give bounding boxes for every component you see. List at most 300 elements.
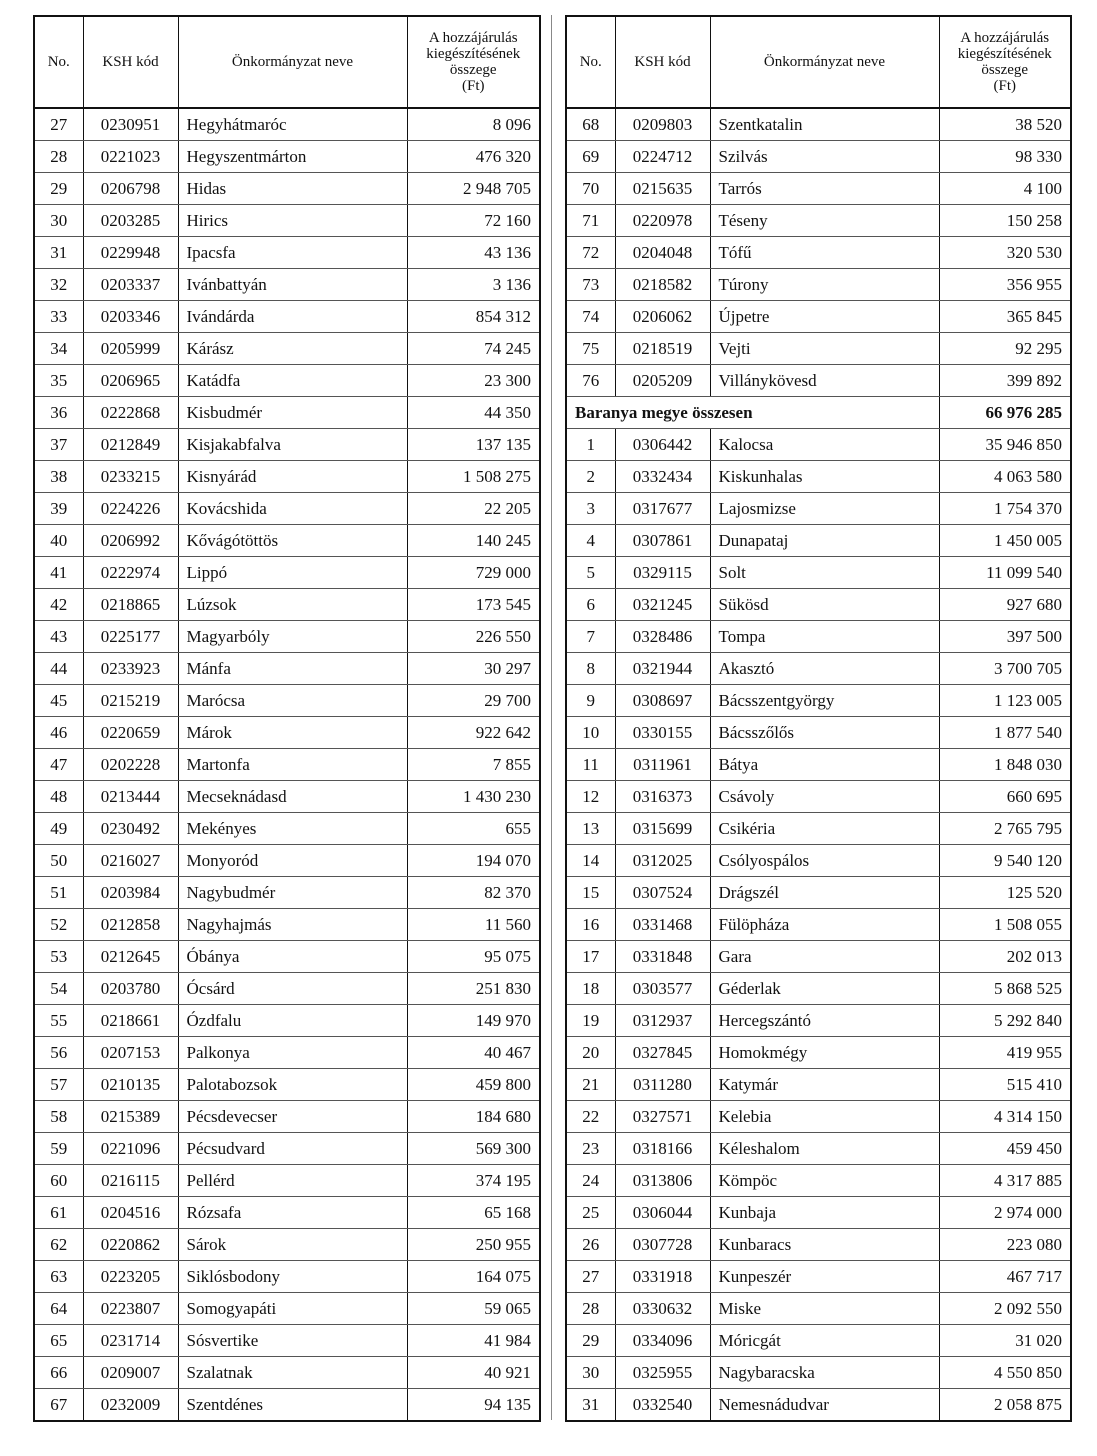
row-number: 19 — [566, 1005, 615, 1037]
amount: 7 855 — [407, 749, 540, 781]
ksh-code: 0312025 — [615, 845, 710, 877]
municipality-name: Hidas — [178, 173, 407, 205]
municipality-name: Kunbaracs — [710, 1229, 939, 1261]
row-number: 22 — [566, 1101, 615, 1133]
ksh-code: 0206798 — [83, 173, 178, 205]
ksh-code: 0334096 — [615, 1325, 710, 1357]
ksh-code: 0220978 — [615, 205, 710, 237]
ksh-code: 0231714 — [83, 1325, 178, 1357]
ksh-code: 0225177 — [83, 621, 178, 653]
municipality-name: Újpetre — [710, 301, 939, 333]
municipality-name: Vejti — [710, 333, 939, 365]
ksh-code: 0222868 — [83, 397, 178, 429]
municipality-name: Kömpöc — [710, 1165, 939, 1197]
municipality-name: Bácsszőlős — [710, 717, 939, 749]
ksh-code: 0313806 — [615, 1165, 710, 1197]
ksh-code: 0332434 — [615, 461, 710, 493]
amount: 922 642 — [407, 717, 540, 749]
table-row — [566, 365, 1071, 397]
row-number: 20 — [566, 1037, 615, 1069]
amount: 29 700 — [407, 685, 540, 717]
ksh-code: 0203780 — [83, 973, 178, 1005]
municipality-name: Kelebia — [710, 1101, 939, 1133]
amount: 374 195 — [407, 1165, 540, 1197]
row-number: 74 — [566, 301, 615, 333]
row-number: 7 — [566, 621, 615, 653]
ksh-code: 0215635 — [615, 173, 710, 205]
ksh-code: 0212645 — [83, 941, 178, 973]
table-row — [566, 877, 1071, 909]
row-number: 3 — [566, 493, 615, 525]
row-number: 9 — [566, 685, 615, 717]
ksh-code: 0223807 — [83, 1293, 178, 1325]
ksh-code: 0331468 — [615, 909, 710, 941]
municipality-name: Túrony — [710, 269, 939, 301]
ksh-code: 0215219 — [83, 685, 178, 717]
amount: 43 136 — [407, 237, 540, 269]
amount: 194 070 — [407, 845, 540, 877]
municipality-name: Fülöpháza — [710, 909, 939, 941]
amount: 41 984 — [407, 1325, 540, 1357]
amount: 5 868 525 — [939, 973, 1071, 1005]
municipality-name: Pellérd — [178, 1165, 407, 1197]
table-row — [566, 845, 1071, 877]
col-header-ksh: KSH kód — [83, 16, 178, 108]
row-number: 65 — [34, 1325, 83, 1357]
amount: 226 550 — [407, 621, 540, 653]
amount: 9 540 120 — [939, 845, 1071, 877]
table-row — [566, 941, 1071, 973]
municipality-name: Tarrós — [710, 173, 939, 205]
ksh-code: 0311961 — [615, 749, 710, 781]
amount: 31 020 — [939, 1325, 1071, 1357]
table-row — [566, 461, 1071, 493]
ksh-code: 0203346 — [83, 301, 178, 333]
ksh-code: 0230492 — [83, 813, 178, 845]
table-row — [566, 813, 1071, 845]
row-number: 45 — [34, 685, 83, 717]
municipality-name: Téseny — [710, 205, 939, 237]
amount: 1 430 230 — [407, 781, 540, 813]
row-number: 54 — [34, 973, 83, 1005]
table-row — [34, 781, 540, 813]
ksh-code: 0331918 — [615, 1261, 710, 1293]
ksh-code: 0204516 — [83, 1197, 178, 1229]
county-total — [566, 397, 1071, 429]
row-number: 48 — [34, 781, 83, 813]
municipality-name: Kalocsa — [710, 429, 939, 461]
table-row — [566, 1069, 1071, 1101]
table-row — [566, 1037, 1071, 1069]
ksh-code: 0210135 — [83, 1069, 178, 1101]
table-row — [34, 205, 540, 237]
table-row — [34, 1037, 540, 1069]
ksh-code: 0212849 — [83, 429, 178, 461]
amount: 2 948 705 — [407, 173, 540, 205]
municipality-name: Hirics — [178, 205, 407, 237]
amount: 251 830 — [407, 973, 540, 1005]
amount: 1 754 370 — [939, 493, 1071, 525]
amount: 11 099 540 — [939, 557, 1071, 589]
amount: 1 508 275 — [407, 461, 540, 493]
row-number: 10 — [566, 717, 615, 749]
municipality-name: Tófű — [710, 237, 939, 269]
municipality-name: Bácsszentgyörgy — [710, 685, 939, 717]
municipality-name: Csávoly — [710, 781, 939, 813]
ksh-code: 0328486 — [615, 621, 710, 653]
row-number: 38 — [34, 461, 83, 493]
table-row — [566, 749, 1071, 781]
municipality-name: Mecseknádasd — [178, 781, 407, 813]
row-number: 6 — [566, 589, 615, 621]
ksh-code: 0311280 — [615, 1069, 710, 1101]
municipality-name: Homokmégy — [710, 1037, 939, 1069]
row-number: 58 — [34, 1101, 83, 1133]
ksh-code: 0327571 — [615, 1101, 710, 1133]
table-row — [34, 621, 540, 653]
municipality-name: Katádfa — [178, 365, 407, 397]
table-row — [34, 557, 540, 589]
table-row — [566, 301, 1071, 333]
row-number: 69 — [566, 141, 615, 173]
table-row — [566, 1133, 1071, 1165]
municipality-name: Martonfa — [178, 749, 407, 781]
amount: 5 292 840 — [939, 1005, 1071, 1037]
amount: 94 135 — [407, 1389, 540, 1422]
amount: 65 168 — [407, 1197, 540, 1229]
ksh-code: 0303577 — [615, 973, 710, 1005]
amount: 729 000 — [407, 557, 540, 589]
ksh-code: 0318166 — [615, 1133, 710, 1165]
municipality-name: Géderlak — [710, 973, 939, 1005]
table-row — [566, 333, 1071, 365]
table-row — [566, 1005, 1071, 1037]
row-number: 25 — [566, 1197, 615, 1229]
row-number: 36 — [34, 397, 83, 429]
amount: 72 160 — [407, 205, 540, 237]
ksh-code: 0216115 — [83, 1165, 178, 1197]
row-number: 28 — [566, 1293, 615, 1325]
amount: 82 370 — [407, 877, 540, 909]
municipality-name: Somogyapáti — [178, 1293, 407, 1325]
ksh-code: 0230951 — [83, 108, 178, 141]
row-number: 43 — [34, 621, 83, 653]
municipality-name: Kővágótöttös — [178, 525, 407, 557]
municipality-name: Monyoród — [178, 845, 407, 877]
ksh-code: 0308697 — [615, 685, 710, 717]
municipality-name: Márok — [178, 717, 407, 749]
row-number: 31 — [34, 237, 83, 269]
col-header-amount: A hozzájárulás kiegészítésének összege (Ft) — [939, 16, 1071, 108]
table-row — [34, 269, 540, 301]
amount: 74 245 — [407, 333, 540, 365]
municipality-name: Tompa — [710, 621, 939, 653]
municipality-name: Nagyhajmás — [178, 909, 407, 941]
table-row — [566, 973, 1071, 1005]
table-row — [566, 621, 1071, 653]
amount: 397 500 — [939, 621, 1071, 653]
table-row — [34, 1133, 540, 1165]
ksh-code: 0216027 — [83, 845, 178, 877]
row-number: 1 — [566, 429, 615, 461]
ksh-code: 0204048 — [615, 237, 710, 269]
amount: 202 013 — [939, 941, 1071, 973]
ksh-code: 0202228 — [83, 749, 178, 781]
ksh-code: 0205209 — [615, 365, 710, 397]
table-row — [566, 1357, 1071, 1389]
ksh-code: 0218519 — [615, 333, 710, 365]
row-number: 16 — [566, 909, 615, 941]
left-table — [33, 15, 541, 1422]
table-row — [34, 973, 540, 1005]
table-row — [34, 685, 540, 717]
ksh-code: 0215389 — [83, 1101, 178, 1133]
row-number: 73 — [566, 269, 615, 301]
municipality-name: Solt — [710, 557, 939, 589]
amount: 655 — [407, 813, 540, 845]
amount: 4 314 150 — [939, 1101, 1071, 1133]
amount: 2 765 795 — [939, 813, 1071, 845]
amount: 1 450 005 — [939, 525, 1071, 557]
amount: 40 921 — [407, 1357, 540, 1389]
municipality-name: Mánfa — [178, 653, 407, 685]
ksh-code: 0233923 — [83, 653, 178, 685]
row-number: 70 — [566, 173, 615, 205]
table-row — [34, 365, 540, 397]
amount: 23 300 — [407, 365, 540, 397]
amount: 365 845 — [939, 301, 1071, 333]
ksh-code: 0315699 — [615, 813, 710, 845]
table-row — [34, 1069, 540, 1101]
table-row — [34, 1005, 540, 1037]
row-number: 40 — [34, 525, 83, 557]
municipality-name: Szalatnak — [178, 1357, 407, 1389]
amount: 4 063 580 — [939, 461, 1071, 493]
municipality-name: Csikéria — [710, 813, 939, 845]
municipality-name: Siklósbodony — [178, 1261, 407, 1293]
municipality-name: Pécsudvard — [178, 1133, 407, 1165]
table-row — [34, 141, 540, 173]
amount: 419 955 — [939, 1037, 1071, 1069]
table-row — [566, 1101, 1071, 1133]
row-number: 64 — [34, 1293, 83, 1325]
municipality-name: Móricgát — [710, 1325, 939, 1357]
amount: 2 058 875 — [939, 1389, 1071, 1422]
ksh-code: 0222974 — [83, 557, 178, 589]
table-row — [566, 1165, 1071, 1197]
municipality-name: Óbánya — [178, 941, 407, 973]
table-row — [34, 717, 540, 749]
municipality-name: Kunbaja — [710, 1197, 939, 1229]
ksh-code: 0206992 — [83, 525, 178, 557]
header-row — [566, 16, 1071, 108]
ksh-code: 0327845 — [615, 1037, 710, 1069]
table-row — [566, 557, 1071, 589]
ksh-code: 0209803 — [615, 108, 710, 141]
amount: 95 075 — [407, 941, 540, 973]
row-number: 24 — [566, 1165, 615, 1197]
table-row — [34, 845, 540, 877]
ksh-code: 0306044 — [615, 1197, 710, 1229]
row-number: 26 — [566, 1229, 615, 1261]
row-number: 31 — [566, 1389, 615, 1422]
ksh-code: 0220659 — [83, 717, 178, 749]
table-row — [34, 333, 540, 365]
municipality-name: Pécsdevecser — [178, 1101, 407, 1133]
row-number: 39 — [34, 493, 83, 525]
table-row — [34, 525, 540, 557]
table-row — [34, 1293, 540, 1325]
row-number: 76 — [566, 365, 615, 397]
amount: 356 955 — [939, 269, 1071, 301]
ksh-code: 0312937 — [615, 1005, 710, 1037]
col-header-no: No. — [566, 16, 615, 108]
row-number: 12 — [566, 781, 615, 813]
table-row — [566, 1293, 1071, 1325]
ksh-code: 0330155 — [615, 717, 710, 749]
row-number: 47 — [34, 749, 83, 781]
row-number: 14 — [566, 845, 615, 877]
row-number: 46 — [34, 717, 83, 749]
row-number: 30 — [34, 205, 83, 237]
table-row — [566, 685, 1071, 717]
table-row — [34, 653, 540, 685]
amount: 569 300 — [407, 1133, 540, 1165]
row-number: 52 — [34, 909, 83, 941]
col-header-name: Önkormányzat neve — [710, 16, 939, 108]
amount: 927 680 — [939, 589, 1071, 621]
ksh-code: 0218582 — [615, 269, 710, 301]
ksh-code: 0233215 — [83, 461, 178, 493]
amount: 184 680 — [407, 1101, 540, 1133]
row-number: 63 — [34, 1261, 83, 1293]
municipality-name: Kisnyárád — [178, 461, 407, 493]
row-number: 41 — [34, 557, 83, 589]
amount: 2 092 550 — [939, 1293, 1071, 1325]
row-number: 66 — [34, 1357, 83, 1389]
amount: 125 520 — [939, 877, 1071, 909]
row-number: 44 — [34, 653, 83, 685]
table-row — [566, 108, 1071, 141]
municipality-name: Ivándárda — [178, 301, 407, 333]
table-row — [566, 589, 1071, 621]
amount: 660 695 — [939, 781, 1071, 813]
amount: 250 955 — [407, 1229, 540, 1261]
municipality-name: Szilvás — [710, 141, 939, 173]
municipality-name: Sósvertike — [178, 1325, 407, 1357]
amount: 4 550 850 — [939, 1357, 1071, 1389]
municipality-name: Palotabozsok — [178, 1069, 407, 1101]
ksh-code: 0317677 — [615, 493, 710, 525]
municipality-name: Kisbudmér — [178, 397, 407, 429]
table-row — [34, 749, 540, 781]
row-number: 60 — [34, 1165, 83, 1197]
amount: 38 520 — [939, 108, 1071, 141]
table-row — [34, 397, 540, 429]
row-number: 42 — [34, 589, 83, 621]
row-number: 55 — [34, 1005, 83, 1037]
table-row — [566, 173, 1071, 205]
table-row — [34, 429, 540, 461]
table-row — [566, 781, 1071, 813]
row-number: 37 — [34, 429, 83, 461]
table-row — [34, 173, 540, 205]
table-row — [34, 237, 540, 269]
row-number: 29 — [34, 173, 83, 205]
total-label: Baranya megye összesen — [566, 397, 939, 429]
table-row — [34, 1357, 540, 1389]
total-amount: 66 976 285 — [939, 397, 1071, 429]
amount: 1 848 030 — [939, 749, 1071, 781]
municipality-name: Palkonya — [178, 1037, 407, 1069]
ksh-code: 0306442 — [615, 429, 710, 461]
row-number: 75 — [566, 333, 615, 365]
row-number: 56 — [34, 1037, 83, 1069]
municipality-name: Lúzsok — [178, 589, 407, 621]
amount: 98 330 — [939, 141, 1071, 173]
municipality-name: Kunpeszér — [710, 1261, 939, 1293]
table-row — [566, 717, 1071, 749]
amount: 22 205 — [407, 493, 540, 525]
table-row — [566, 1389, 1071, 1422]
header-row — [34, 16, 540, 108]
row-number: 57 — [34, 1069, 83, 1101]
municipality-name: Kovácshida — [178, 493, 407, 525]
row-number: 32 — [34, 269, 83, 301]
table-row — [566, 237, 1071, 269]
municipality-name: Szentdénes — [178, 1389, 407, 1422]
ksh-code: 0203337 — [83, 269, 178, 301]
row-number: 68 — [566, 108, 615, 141]
table-row — [566, 653, 1071, 685]
row-number: 67 — [34, 1389, 83, 1422]
amount: 476 320 — [407, 141, 540, 173]
ksh-code: 0221096 — [83, 1133, 178, 1165]
table-row — [34, 1101, 540, 1133]
col-header-amount: A hozzájárulás kiegészítésének összege (Ft) — [407, 16, 540, 108]
table-row — [566, 1197, 1071, 1229]
ksh-code: 0213444 — [83, 781, 178, 813]
municipality-name: Hegyszentmárton — [178, 141, 407, 173]
ksh-code: 0329115 — [615, 557, 710, 589]
amount: 92 295 — [939, 333, 1071, 365]
row-number: 18 — [566, 973, 615, 1005]
col-header-ksh: KSH kód — [615, 16, 710, 108]
ksh-code: 0307728 — [615, 1229, 710, 1261]
municipality-name: Nagybudmér — [178, 877, 407, 909]
amount: 223 080 — [939, 1229, 1071, 1261]
amount: 1 508 055 — [939, 909, 1071, 941]
ksh-code: 0205999 — [83, 333, 178, 365]
ksh-code: 0325955 — [615, 1357, 710, 1389]
municipality-name: Kéleshalom — [710, 1133, 939, 1165]
municipality-name: Hegyhátmaróc — [178, 108, 407, 141]
ksh-code: 0224226 — [83, 493, 178, 525]
municipality-name: Nagybaracska — [710, 1357, 939, 1389]
ksh-code: 0218865 — [83, 589, 178, 621]
row-number: 33 — [34, 301, 83, 333]
row-number: 51 — [34, 877, 83, 909]
total-row — [566, 397, 1071, 429]
amount: 35 946 850 — [939, 429, 1071, 461]
ksh-code: 0229948 — [83, 237, 178, 269]
table-row — [566, 269, 1071, 301]
row-number: 59 — [34, 1133, 83, 1165]
amount: 515 410 — [939, 1069, 1071, 1101]
municipality-name: Lippó — [178, 557, 407, 589]
right-table-body-top — [566, 108, 1071, 397]
municipality-name: Akasztó — [710, 653, 939, 685]
